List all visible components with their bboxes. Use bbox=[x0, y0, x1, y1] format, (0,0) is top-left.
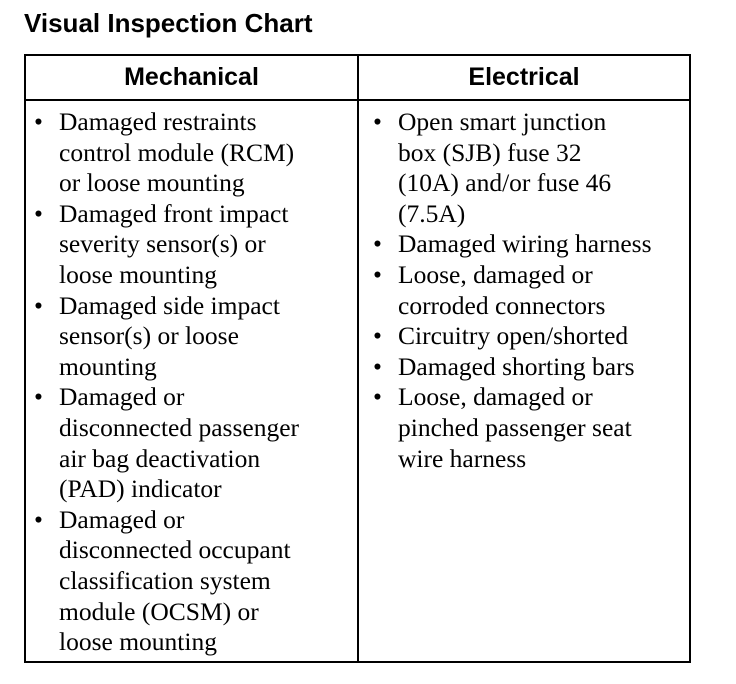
list-item-line: classification system bbox=[59, 565, 271, 595]
list-item-line: air bag deactivation bbox=[59, 443, 261, 473]
column-divider bbox=[357, 56, 359, 661]
list-item-line: Damaged side impact bbox=[59, 290, 280, 320]
list-item bbox=[373, 321, 689, 352]
list-item-line: (PAD) indicator bbox=[59, 474, 222, 504]
list-item-line: control module (RCM) bbox=[59, 137, 295, 167]
list-item bbox=[34, 382, 352, 504]
list-item-line: (7.5A) bbox=[398, 198, 466, 228]
list-item-line: disconnected passenger bbox=[59, 412, 300, 442]
list-item-line: Damaged or bbox=[59, 382, 185, 412]
list-item-line: Damaged shorting bars bbox=[398, 351, 635, 381]
electrical-list bbox=[373, 107, 689, 474]
list-item-line: wire harness bbox=[398, 443, 527, 473]
list-item-line: disconnected occupant bbox=[59, 535, 291, 565]
header-divider bbox=[26, 99, 689, 101]
bullet-icon: • bbox=[373, 351, 382, 381]
list-item-line: Open smart junction bbox=[398, 107, 607, 136]
list-item bbox=[34, 505, 352, 658]
bullet-icon: • bbox=[34, 290, 43, 320]
page-title: Visual Inspection Chart bbox=[24, 8, 313, 38]
list-item bbox=[34, 291, 352, 383]
bullet-icon: • bbox=[34, 198, 43, 228]
list-item bbox=[373, 107, 689, 229]
bullet-icon: • bbox=[34, 107, 43, 136]
list-item-line: Damaged or bbox=[59, 504, 185, 534]
list-item-line: Damaged restraints bbox=[59, 107, 257, 136]
list-item bbox=[373, 352, 689, 383]
inspection-table bbox=[24, 54, 691, 663]
list-item-line: module (OCSM) or bbox=[59, 596, 259, 626]
mechanical-list bbox=[34, 107, 352, 658]
bullet-icon: • bbox=[373, 107, 382, 136]
bullet-icon: • bbox=[373, 382, 382, 412]
mechanical-column-header: Mechanical bbox=[124, 63, 259, 91]
electrical-column-header: Electrical bbox=[468, 63, 580, 91]
list-item-line: Damaged wiring harness bbox=[398, 229, 652, 259]
bullet-icon: • bbox=[34, 504, 43, 534]
list-item-line: loose mounting bbox=[59, 259, 217, 289]
list-item bbox=[34, 199, 352, 291]
list-item-line: pinched passenger seat bbox=[398, 412, 632, 442]
list-item-line: sensor(s) or loose bbox=[59, 321, 239, 351]
bullet-icon: • bbox=[373, 259, 382, 289]
list-item-line: Damaged front impact bbox=[59, 198, 289, 228]
bullet-icon: • bbox=[34, 382, 43, 412]
list-item-line: Circuitry open/shorted bbox=[398, 321, 629, 351]
list-item-line: corroded connectors bbox=[398, 290, 606, 320]
list-item-line: severity sensor(s) or bbox=[59, 229, 266, 259]
list-item-line: loose mounting bbox=[59, 627, 217, 657]
bullet-icon: • bbox=[373, 229, 382, 259]
list-item-line: or loose mounting bbox=[59, 168, 245, 198]
list-item-line: mounting bbox=[59, 351, 157, 381]
list-item bbox=[373, 260, 689, 321]
list-item-line: Loose, damaged or bbox=[398, 382, 593, 412]
list-item-line: (10A) and/or fuse 46 bbox=[398, 168, 612, 198]
list-item bbox=[373, 229, 689, 260]
list-item-line: Loose, damaged or bbox=[398, 259, 593, 289]
list-item bbox=[34, 107, 352, 199]
bullet-icon: • bbox=[373, 321, 382, 351]
list-item-line: box (SJB) fuse 32 bbox=[398, 137, 582, 167]
list-item bbox=[373, 382, 689, 474]
